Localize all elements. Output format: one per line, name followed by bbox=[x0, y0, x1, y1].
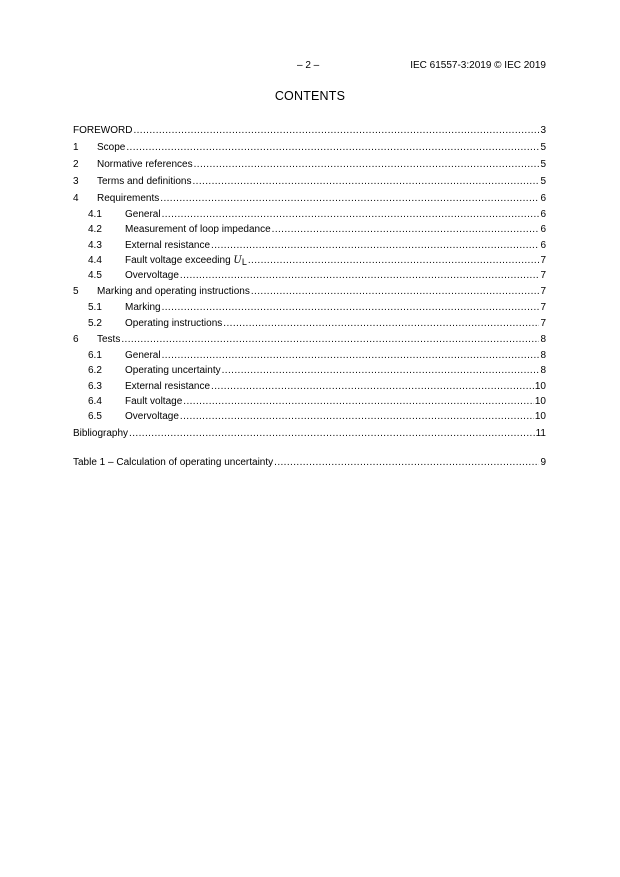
toc-section-number: 2 bbox=[73, 159, 79, 170]
toc-section-number: 4.5 bbox=[88, 270, 102, 282]
toc-entry-title bbox=[125, 222, 271, 237]
toc-page-number: 11 bbox=[535, 427, 546, 439]
toc-entry[interactable] bbox=[73, 379, 546, 394]
dot-leader bbox=[194, 156, 540, 173]
toc-entry-title bbox=[125, 348, 161, 363]
toc-page-number: 7 bbox=[540, 302, 546, 314]
toc-entry-title-text: Marking bbox=[125, 302, 161, 314]
toc-section-number: 4.2 bbox=[88, 224, 102, 236]
toc-entry-title bbox=[125, 409, 179, 424]
toc-entry-title-text: General bbox=[125, 350, 161, 362]
toc-entry-title-text: Terms and definitions bbox=[97, 176, 192, 187]
toc-entry-title-text: Fault voltage exceeding bbox=[125, 254, 231, 266]
dot-leader bbox=[248, 253, 540, 268]
toc-page-number: 10 bbox=[534, 411, 546, 423]
toc-section-number: 6 bbox=[73, 334, 79, 346]
dot-leader bbox=[121, 331, 539, 348]
toc-entry[interactable] bbox=[73, 253, 546, 268]
toc-entry-title bbox=[97, 331, 120, 348]
toc-section-number: 4 bbox=[73, 193, 79, 204]
dot-leader bbox=[251, 283, 540, 300]
toc-entry-title-text: Normative references bbox=[97, 159, 193, 170]
dot-leader bbox=[180, 268, 540, 283]
toc-page-number: 8 bbox=[540, 350, 546, 362]
toc-entry-title-text: External resistance bbox=[125, 239, 211, 251]
toc-entry-title bbox=[97, 156, 193, 173]
toc-entries bbox=[73, 122, 546, 442]
symbol-letter: U bbox=[233, 254, 242, 266]
toc-page-number: 10 bbox=[534, 395, 546, 407]
toc-entry[interactable] bbox=[73, 283, 546, 300]
toc-entry-title-text: General bbox=[125, 209, 161, 220]
toc-entry-title bbox=[97, 283, 250, 300]
toc-page-number: 6 bbox=[540, 209, 546, 220]
toc-entry[interactable] bbox=[73, 363, 546, 378]
toc-entry-title bbox=[125, 268, 179, 283]
toc-entry[interactable] bbox=[73, 316, 546, 331]
toc-entry-title bbox=[125, 238, 210, 253]
toc-entry-title-text: Scope bbox=[97, 142, 126, 153]
toc-entry[interactable] bbox=[73, 425, 546, 442]
toc-section-number: 6.3 bbox=[88, 380, 102, 392]
toc-entry-title-text: Marking and operating instructions bbox=[97, 286, 250, 298]
table-list-entry[interactable] bbox=[73, 454, 546, 471]
toc-entry[interactable] bbox=[73, 409, 546, 424]
toc-page-number: 8 bbox=[540, 365, 546, 377]
toc-entry-title bbox=[125, 394, 182, 409]
toc-page-number: 7 bbox=[540, 270, 546, 282]
page-header bbox=[0, 60, 620, 74]
toc-entry-title-text: Overvoltage bbox=[125, 411, 179, 423]
toc-entry[interactable] bbox=[73, 300, 546, 315]
toc-section-number: 6.5 bbox=[88, 411, 102, 423]
toc-entry-title-text: Requirements bbox=[97, 193, 160, 204]
toc-entry-title bbox=[73, 122, 132, 139]
table-of-contents bbox=[73, 122, 546, 471]
toc-entry-title bbox=[125, 300, 161, 315]
toc-section-number: 4.1 bbox=[88, 209, 102, 220]
dot-leader bbox=[162, 348, 540, 363]
toc-page-number: 5 bbox=[540, 142, 546, 153]
fault-voltage-symbol bbox=[233, 255, 246, 266]
toc-section-number: 5 bbox=[73, 286, 79, 298]
dot-leader bbox=[272, 222, 540, 237]
toc-entry-title bbox=[125, 363, 221, 378]
toc-entry[interactable] bbox=[73, 173, 546, 190]
toc-entry[interactable] bbox=[73, 207, 546, 222]
toc-page-number: 3 bbox=[540, 125, 546, 136]
toc-section-number: 6.4 bbox=[88, 395, 102, 407]
dot-leader bbox=[183, 394, 534, 409]
dot-leader bbox=[223, 316, 539, 331]
symbol-subscript: L bbox=[241, 256, 247, 267]
dot-leader bbox=[162, 300, 540, 315]
dot-leader bbox=[160, 190, 539, 207]
toc-entry-title bbox=[125, 379, 210, 394]
toc-page-number: 5 bbox=[540, 176, 546, 187]
dot-leader bbox=[129, 425, 535, 442]
toc-section-number: 6.1 bbox=[88, 350, 102, 362]
toc-section-number: 4.3 bbox=[88, 239, 102, 251]
toc-entry-title-text: Overvoltage bbox=[125, 270, 179, 282]
toc-entry-title bbox=[97, 190, 159, 207]
toc-entry[interactable] bbox=[73, 222, 546, 237]
page-title: CONTENTS bbox=[274, 89, 346, 103]
toc-entry-title bbox=[97, 173, 192, 190]
toc-section-number: 4.4 bbox=[88, 254, 102, 266]
toc-entry-title bbox=[73, 425, 128, 442]
toc-section-number: 6.2 bbox=[88, 365, 102, 377]
toc-entry-title-text: External resistance bbox=[125, 380, 211, 392]
dot-leader bbox=[126, 139, 539, 156]
toc-page-number: 10 bbox=[534, 380, 546, 392]
toc-entry-title bbox=[97, 139, 125, 156]
toc-section-number: 1 bbox=[73, 142, 79, 153]
toc-entry-title-text: Operating uncertainty bbox=[125, 365, 221, 377]
toc-entry-title-text: Fault voltage bbox=[125, 395, 183, 407]
dot-leader bbox=[222, 363, 540, 378]
toc-page-number: 5 bbox=[540, 159, 546, 170]
toc-entry-title-text: Measurement of loop impedance bbox=[125, 224, 271, 236]
toc-page-number: 7 bbox=[540, 286, 546, 298]
toc-entry-title bbox=[125, 316, 222, 331]
toc-entry-title-text: FOREWORD bbox=[73, 125, 133, 136]
toc-entry[interactable] bbox=[73, 238, 546, 253]
toc-page-number: 6 bbox=[540, 239, 546, 251]
toc-entry[interactable] bbox=[73, 331, 546, 348]
toc-entry[interactable] bbox=[73, 122, 546, 139]
toc-entry-title-text: Bibliography bbox=[73, 427, 129, 439]
dot-leader bbox=[162, 207, 540, 222]
toc-page-number: 6 bbox=[540, 193, 546, 204]
toc-entry[interactable] bbox=[73, 190, 546, 207]
toc-page-number: 7 bbox=[540, 254, 546, 266]
toc-page-number: 7 bbox=[540, 317, 546, 329]
toc-page-number: 9 bbox=[540, 456, 546, 468]
toc-entry-title bbox=[73, 454, 273, 471]
toc-page-number: 8 bbox=[540, 334, 546, 346]
dot-leader bbox=[274, 454, 539, 471]
toc-page-number: 6 bbox=[540, 224, 546, 236]
toc-entry-title-text: Operating instructions bbox=[125, 317, 223, 329]
toc-entry[interactable] bbox=[73, 268, 546, 283]
dot-leader bbox=[211, 379, 534, 394]
toc-section-number: 5.2 bbox=[88, 317, 102, 329]
toc-entry[interactable] bbox=[73, 156, 546, 173]
toc-entry[interactable] bbox=[73, 139, 546, 156]
toc-section-number: 5.1 bbox=[88, 302, 102, 314]
dot-leader bbox=[180, 409, 534, 424]
toc-entry-title-text: Table 1 – Calculation of operating uncertainty bbox=[73, 456, 274, 468]
toc-entry-title-text: Tests bbox=[97, 334, 121, 346]
dot-leader bbox=[193, 173, 540, 190]
standard-identifier: IEC 61557-3:2019 © IEC 2019 bbox=[410, 60, 546, 71]
list-of-tables bbox=[73, 454, 546, 471]
toc-entry-title bbox=[125, 207, 161, 222]
toc-entry[interactable] bbox=[73, 348, 546, 363]
dot-leader bbox=[133, 122, 539, 139]
toc-section-number: 3 bbox=[73, 176, 79, 187]
toc-entry[interactable] bbox=[73, 394, 546, 409]
dot-leader bbox=[211, 238, 539, 253]
page-number: – 2 – bbox=[297, 60, 320, 71]
